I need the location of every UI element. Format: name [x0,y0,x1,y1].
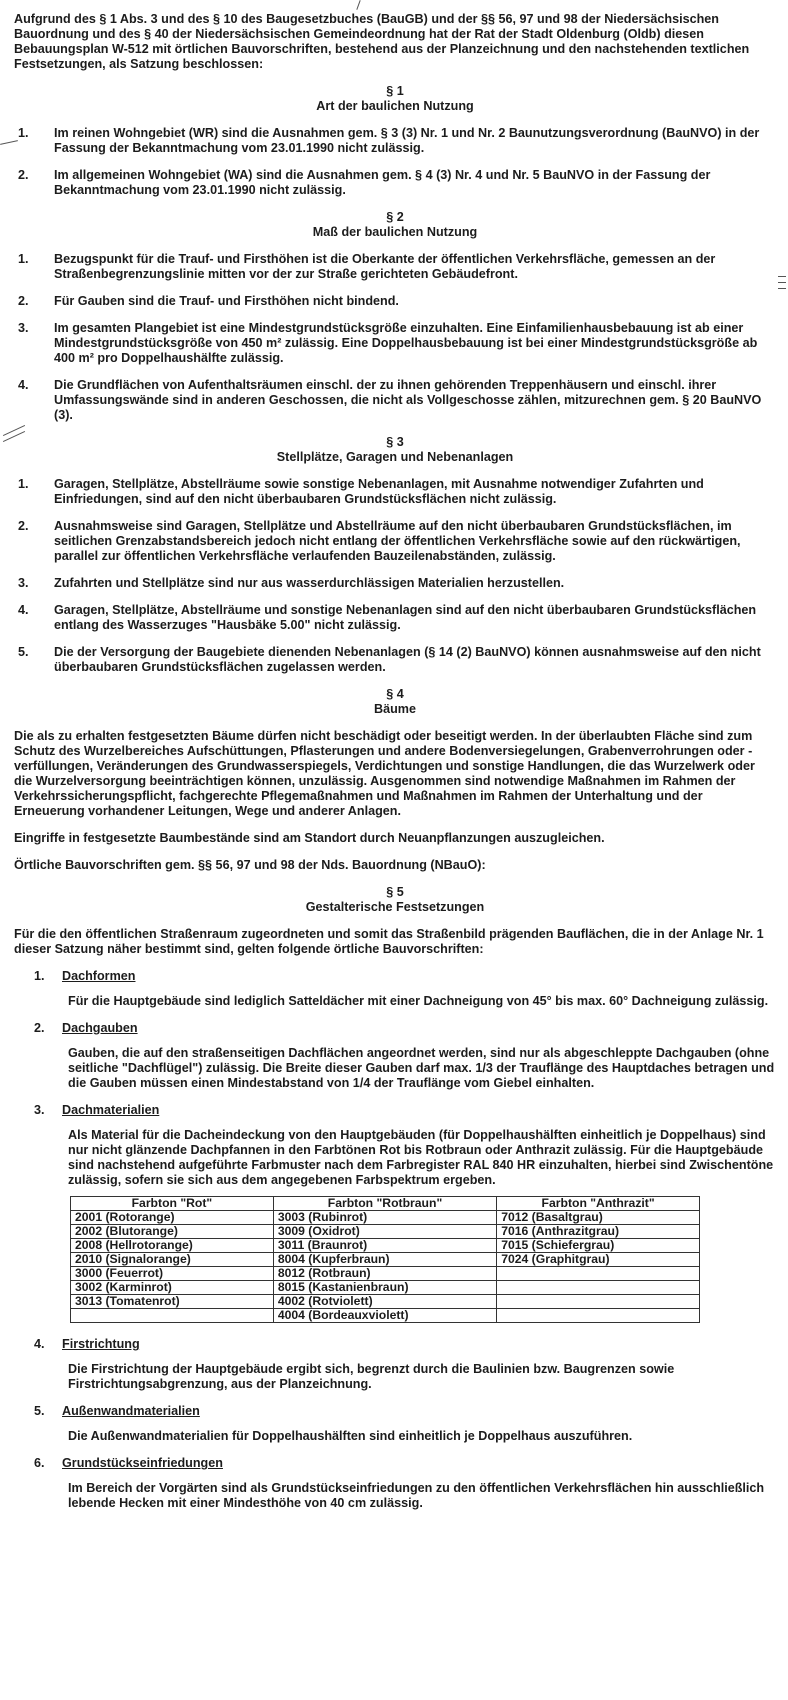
table-cell: 2002 (Blutorange) [71,1225,274,1239]
table-row [71,1253,700,1267]
table-row [71,1225,700,1239]
subsection-number: 5. [34,1404,45,1418]
table-cell: 3009 (Oxidrot) [273,1225,496,1239]
item-text: Für Gauben sind die Trauf- und Firsthöhen nicht bindend. [54,294,399,308]
item-number: 2. [18,519,29,533]
list-item [14,378,776,423]
section-number: § 2 [386,210,404,224]
item-text: Garagen, Stellplätze, Abstellräume und sonstige Nebenanlagen sind auf den nicht überbaubaren Grundstücksflächen entlang des Wasserzuges "Hausbäke 5.00" nicht zulässig. [54,603,757,632]
section-number: § 4 [386,687,404,701]
scan-mark [356,0,360,10]
subsection-number: 6. [34,1456,45,1470]
scan-mark [778,282,786,283]
subsection-text: Die Firstrichtung der Hauptgebäude ergibt sich, begrenzt durch die Baulinien bzw. Baugrenzen sowie Firstrichtungsabgrenzung, aus der Planzeichnung. [68,1362,675,1391]
design-intro-paragraph: Für die den öffentlichen Straßenraum zugeordneten und somit das Straßenbild prägenden Bauflächen, die in der Anlage Nr. 1 dieser Satzung näher bestimmt sind, gelten folgende örtliche Bauvorschriften: [14,927,764,956]
item-text: Garagen, Stellplätze, Abstellräume sowie sonstige Nebenanlagen, mit Ausnahme notwendiger Zufahrten und Einfriedungen, sind auf den nicht überbaubaren Grundstücksflächen nicht zulässig. [54,477,704,506]
item-text: Die der Versorgung der Baugebiete dienenden Nebenanlagen (§ 14 (2) BauNVO) können ausnahmsweise auf den nicht überbaubaren Grundstücksflächen zugelassen werden. [54,645,761,674]
table-cell: 3002 (Karminrot) [71,1281,274,1295]
compensation-paragraph: Eingriffe in festgesetzte Baumbestände sind am Standort durch Neuanpflanzungen auszugleichen. [14,831,605,845]
list-item [14,168,776,198]
subsection-heading: Dachmaterialien [62,1103,160,1117]
subsection-heading: Dachgauben [62,1021,138,1035]
subsection-heading: Grundstückseinfriedungen [62,1456,223,1470]
section-title: Maß der baulichen Nutzung [312,225,478,239]
list-item [14,126,776,156]
list-item [14,576,776,591]
table-cell: 7016 (Anthrazitgrau) [497,1225,700,1239]
table-cell: 8012 (Rotbraun) [273,1267,496,1281]
item-number: 2. [18,294,29,308]
table-cell: 2001 (Rotorange) [71,1211,274,1225]
list-item [14,321,776,366]
section-title: Stellplätze, Garagen und Nebenanlagen [276,450,514,464]
table-cell: 3013 (Tomatenrot) [71,1295,274,1309]
table-cell: 7015 (Schiefergrau) [497,1239,700,1253]
table-cell [497,1267,700,1281]
table-cell: 8015 (Kastanienbraun) [273,1281,496,1295]
item-text: Im allgemeinen Wohngebiet (WA) sind die Ausnahmen gem. § 4 (3) Nr. 4 und Nr. 5 BauNVO in der Fassung der Bekanntmachung vom 23.01.1990 nicht zulässig. [54,168,711,197]
item-number: 2. [18,168,29,182]
item-number: 3. [18,576,29,590]
item-text: Zufahrten und Stellplätze sind nur aus wasserdurchlässigen Materialien herzustellen. [54,576,565,590]
table-row [71,1239,700,1253]
subsection-number: 3. [34,1103,45,1117]
scan-mark [778,288,786,289]
item-number: 5. [18,645,29,659]
subsection-exterior-walls [14,1404,776,1444]
item-number: 4. [18,378,29,392]
table-cell: 7012 (Basaltgrau) [497,1211,700,1225]
item-text: Im gesamten Plangebiet ist eine Mindestgrundstücksgröße einzuhalten. Eine Einfamilienhausbebauung ist ab einer Mindestgrundstücksgröße von 450 m² zulässig. Eine Doppelhausbebauung ist bei einer Mindestgrundstücksgröße ab 400 m² pro Doppelhaushälfte zulässig. [54,321,758,365]
subsection-heading: Dachformen [62,969,136,983]
table-cell [497,1309,700,1323]
item-text: Im reinen Wohngebiet (WR) sind die Ausnahmen gem. § 3 (3) Nr. 1 und Nr. 2 Baunutzungsverordnung (BauNVO) in der Fassung der Bekanntmachung vom 23.01.1990 nicht zulässig. [54,126,760,155]
column-header: Farbton "Rot" [71,1197,274,1211]
list-item [14,294,776,309]
table-cell [71,1309,274,1323]
color-table [70,1196,700,1323]
item-text: Ausnahmsweise sind Garagen, Stellplätze und Abstellräume auf den nicht überbaubaren Grundstücksflächen, im seitlichen Grenzabstandsbereich jedoch nicht entlang der öffentlichen Verkehrsfläche sowie auf den rückwärtigen, parallel zur öffentlichen Verkehrsfläche verlaufenden Bauzeilenabständen, zulässig. [54,519,741,563]
table-row [71,1211,700,1225]
list-item [14,603,776,633]
subsection-text: Die Außenwandmaterialien für Doppelhaushälften sind einheitlich je Doppelhaus auszuführen. [68,1429,633,1443]
list-item [14,645,776,675]
section-5-heading [14,885,776,915]
subsection-text: Als Material für die Dacheindeckung von den Hauptgebäuden (für Doppelhaushälften einheitlich je Doppelhaus) sind nur nicht glänzende Dachpfannen in den Farbtönen Rot bis Rotbraun oder Anthrazit zulässig. Für die Hauptgebäude sind nachstehend aufgeführte Farbmuster nach dem Farbregister RAL 840 HR einzuhalten, hierbei sind Zwischentöne zulässig, sofern sie sich aus dem angegebenen Farbspektrum ergeben. [68,1128,774,1187]
section-number: § 5 [386,885,404,899]
section-2-heading [14,210,776,240]
subsection-text: Im Bereich der Vorgärten sind als Grundstückseinfriedungen zu den öffentlichen Verkehrsflächen hin ausschließlich lebende Hecken mit einer Mindesthöhe von 40 cm zulässig. [68,1481,765,1510]
subsection-heading: Firstrichtung [62,1337,140,1351]
subsection-number: 1. [34,969,45,983]
item-text: Die Grundflächen von Aufenthaltsräumen einschl. der zu ihnen gehörenden Treppenhäusern und einschl. ihrer Umfassungswände sind in anderen Geschossen, die nicht als Vollgeschosse zählen, mitzurechnen gem. § 20 BauNVO (3). [54,378,762,422]
subsection-roof-materials [14,1103,776,1323]
table-cell: 4002 (Rotviolett) [273,1295,496,1309]
item-text: Bezugspunkt für die Trauf- und Firsthöhen ist die Oberkante der öffentlichen Verkehrsfläche, gemessen an der Straßenbegrenzungslinie mitten vor der zur Straße gerichteten Gebäudefront. [54,252,716,281]
section-3-heading [14,435,776,465]
table-cell [497,1295,700,1309]
section-number: § 1 [386,84,404,98]
subsection-ridge-direction [14,1337,776,1392]
table-cell: 2008 (Hellrotorange) [71,1239,274,1253]
table-row [71,1281,700,1295]
scan-mark [778,276,786,277]
subsection-number: 2. [34,1021,45,1035]
list-item [14,252,776,282]
item-number: 4. [18,603,29,617]
document-page [14,12,776,1523]
table-row [71,1267,700,1281]
subsection-text: Für die Hauptgebäude sind lediglich Satteldächer mit einer Dachneigung von 45° bis max. 60° Dachneigung zulässig. [68,994,769,1008]
subsection-roof-forms [14,969,776,1009]
table-row [71,1295,700,1309]
section-title: Bäume [374,702,416,716]
table-cell: 3003 (Rubinrot) [273,1211,496,1225]
list-item [14,477,776,507]
item-number: 1. [18,126,29,140]
subsection-enclosures [14,1456,776,1511]
intro-paragraph: Aufgrund des § 1 Abs. 3 und des § 10 des Baugesetzbuches (BauGB) und der §§ 56, 97 und 98 der Niedersächsischen Bauordnung und des § 40 der Niedersächsischen Gemeindeordnung hat der Rat der Stadt Oldenburg (Oldb) diesen Bebauungsplan W-512 mit örtlichen Bauvorschriften, bestehend aus der Planzeichnung und den nachstehenden textlichen Festsetzungen, als Satzung beschlossen: [14,12,750,71]
table-cell: 2010 (Signalorange) [71,1253,274,1267]
table-header-row [71,1197,700,1211]
table-cell: 7024 (Graphitgrau) [497,1253,700,1267]
trees-paragraph: Die als zu erhalten festgesetzten Bäume dürfen nicht beschädigt oder beseitigt werden. In der überlaubten Fläche sind zum Schutz des Wurzelbereiches Aufschüttungen, Pflasterungen und andere Bodenversiegelungen, Grabenverrohrungen oder -verfüllungen, Veränderungen des Grundwasserspiegels, Verdichtungen und sonstige Handlungen, die das Wurzelwerk oder die Wurzelversorgung beeinträchtigen können, unzulässig. Ausgenommen sind notwendige Maßnahmen im Rahmen der Verkehrssicherungspflicht, fachgerechte Pflegemaßnahmen und Maßnahmen im Rahmen der Unterhaltung und der Erneuerung vorhandener Leitungen, Wege und anderer Anlagen. [14,729,755,818]
table-cell: 3000 (Feuerrot) [71,1267,274,1281]
table-row [71,1309,700,1323]
section-4-heading [14,687,776,717]
table-cell: 4004 (Bordeauxviolett) [273,1309,496,1323]
section-title: Gestalterische Festsetzungen [305,900,485,914]
list-item [14,519,776,564]
section-number: § 3 [386,435,404,449]
item-number: 1. [18,477,29,491]
subsection-heading: Außenwandmaterialien [62,1404,200,1418]
table-cell: 8004 (Kupferbraun) [273,1253,496,1267]
column-header: Farbton "Anthrazit" [497,1197,700,1211]
item-number: 3. [18,321,29,335]
subsection-text: Gauben, die auf den straßenseitigen Dachflächen angeordnet werden, sind nur als abgeschleppte Dachgauben (ohne seitliche "Dachflügel") zulässig. Die Breite dieser Gauben darf max. 1/3 der Trauflänge des Hauptdaches betragen und die Gauben müssen einen Mindestabstand von 1/4 der Trauflänge vom Giebel einhalten. [68,1046,775,1090]
section-1-heading [14,84,776,114]
subsection-dormers [14,1021,776,1091]
subsection-number: 4. [34,1337,45,1351]
column-header: Farbton "Rotbraun" [273,1197,496,1211]
section-title: Art der baulichen Nutzung [316,99,474,113]
item-number: 1. [18,252,29,266]
table-cell: 3011 (Braunrot) [273,1239,496,1253]
table-cell [497,1281,700,1295]
local-regulations-heading: Örtliche Bauvorschriften gem. §§ 56, 97 und 98 der Nds. Bauordnung (NBauO): [14,858,486,872]
